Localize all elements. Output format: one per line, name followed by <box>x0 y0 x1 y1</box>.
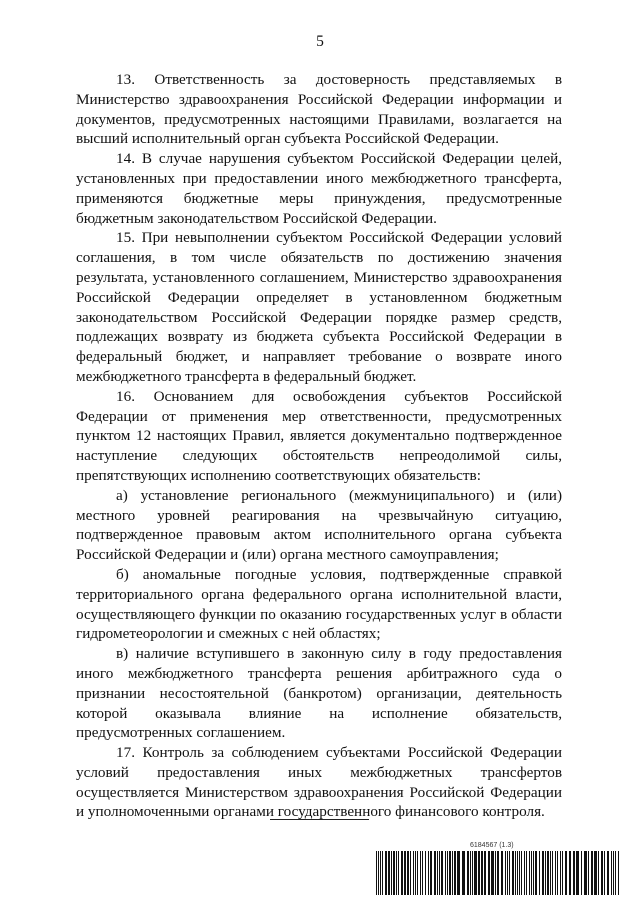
barcode-bar <box>515 851 516 895</box>
paragraph-13: 13. Ответственность за достоверность представляемых в Министерство здравоохранения Российской Федерации информации и документов, предусмотренных настоящими Правилами, возлагается на высший исполнительный орган субъекта Российской Федерации. <box>76 71 562 148</box>
barcode-bar <box>531 851 532 895</box>
barcode-bar <box>457 851 460 895</box>
barcode-bar <box>517 851 518 895</box>
barcode-bar <box>454 851 456 895</box>
barcode-bar <box>557 851 558 895</box>
barcode-bar <box>401 851 403 895</box>
paragraph-17: 17. Контроль за соблюдением субъектами Российской Федерации условий предоставления иных межбюджетных трансфертов осуществляется Министерством здравоохранения Российской Федерации и уполномоченными органами государственного финансового контроля. <box>76 744 562 821</box>
barcode-bar <box>573 851 575 895</box>
barcode-bar <box>581 851 582 895</box>
barcode-bar <box>539 851 540 895</box>
paragraph-16-b: б) аномальные погодные условия, подтвержденные справкой территориального органа федерального органа исполнительной власти, осуществляющего функции по оказанию государственных услуг в области гидрометеорологии и смежных с ней областях; <box>76 565 562 643</box>
barcode-bar <box>611 851 612 895</box>
barcode-bar <box>484 851 486 895</box>
barcode-bar <box>584 851 587 895</box>
barcode-bar <box>505 851 506 895</box>
barcode-bar <box>509 851 510 895</box>
barcode-bar <box>594 851 597 895</box>
barcode-bar <box>607 851 609 895</box>
barcode-bar <box>618 851 619 895</box>
barcode-bar <box>388 851 390 895</box>
barcode-bar <box>495 851 496 895</box>
barcode-bar <box>615 851 616 895</box>
body-text <box>76 70 562 822</box>
barcode-bar <box>449 851 451 895</box>
barcode-bar <box>524 851 525 895</box>
barcode-bar <box>462 851 465 895</box>
barcode-bar <box>437 851 438 895</box>
barcode-bar <box>519 851 520 895</box>
barcode-bar <box>404 851 406 895</box>
barcode-bar <box>613 851 614 895</box>
barcode-bar <box>488 851 490 895</box>
barcode-bar <box>547 851 549 895</box>
barcode-bar <box>407 851 409 895</box>
barcode-bar <box>393 851 395 895</box>
barcode-bar <box>398 851 399 895</box>
barcode-bar <box>445 851 446 895</box>
barcode-bar <box>428 851 429 895</box>
barcode-bar <box>385 851 387 895</box>
barcode-bar <box>417 851 418 895</box>
barcode-bar <box>598 851 599 895</box>
barcode-bar <box>481 851 483 895</box>
barcode-bar <box>529 851 530 895</box>
barcode-bar <box>478 851 480 895</box>
barcode-bar <box>562 851 563 895</box>
barcode-bar <box>378 851 379 895</box>
barcode-bar <box>555 851 556 895</box>
paragraph-15: 15. При невыполнении субъектом Российской Федерации условий соглашения, в том числе обязательств по достижению значения результата, установленного соглашением, Министерство здравоохранения Российской Федерации определяет в установленном бюджетным законодательством Российской Федерации порядке размер средств, подлежащих возврату из бюджета субъекта Российской Федерации в федеральный бюджет, и направляет требование о возврате иного межбюджетного трансферта в федеральный бюджет. <box>76 229 562 385</box>
barcode-bar <box>413 851 414 895</box>
barcode-bar <box>470 851 471 895</box>
barcode-bar <box>396 851 397 895</box>
barcode-bar <box>542 851 544 895</box>
barcode-bar <box>441 851 443 895</box>
barcode-bar <box>591 851 593 895</box>
barcode-bar <box>467 851 469 895</box>
barcode-bar <box>434 851 436 895</box>
barcode-bar <box>521 851 522 895</box>
barcode-bar <box>560 851 561 895</box>
barcode-bar <box>422 851 423 895</box>
barcode-bar <box>447 851 448 895</box>
barcode-bar <box>601 851 603 895</box>
barcode-bar <box>550 851 551 895</box>
barcode-bar <box>552 851 553 895</box>
barcode-bar <box>410 851 411 895</box>
barcode-bar <box>376 851 377 895</box>
barcode-bar <box>526 851 527 895</box>
paragraph-16-c: в) наличие вступившего в законную силу в году предоставления иного межбюджетного трансферта решения арбитражного суда о признании несостоятельной (банкротом) организации, деятельность которой оказывала влияние на исполнение обязательств, предусмотренных соглашением. <box>76 645 562 742</box>
barcode-bar <box>604 851 605 895</box>
barcode-bar <box>533 851 534 895</box>
barcode-bar <box>439 851 440 895</box>
paragraph-14: 14. В случае нарушения субъектом Российской Федерации целей, установленных при предоставлении иного межбюджетного трансферта, применяются бюджетные меры принуждения, предусмотренные бюджетным законодательством Российской Федерации. <box>76 150 562 227</box>
paragraph-16: 16. Основанием для освобождения субъектов Российской Федерации от применения мер ответственности, предусмотренных пунктом 12 настоящих Правил, является документально подтвержденное наступление следующих обстоятельств непреодолимой силы, препятствующих исполнению соответствующих обязательств: <box>76 387 562 484</box>
barcode-bar <box>382 851 383 895</box>
barcode-bar <box>512 851 514 895</box>
barcode-bar <box>380 851 381 895</box>
barcode-bar <box>391 851 392 895</box>
barcode-bar <box>569 851 571 895</box>
barcode-bar <box>576 851 579 895</box>
barcode-bar <box>474 851 477 895</box>
barcode-bar <box>565 851 567 895</box>
barcode-bar <box>497 851 499 895</box>
barcode-icon <box>374 851 624 895</box>
barcode-bar <box>491 851 494 895</box>
barcode-bar <box>430 851 432 895</box>
barcode-bar <box>507 851 508 895</box>
document-code: 6184567 (1.3) <box>470 842 514 849</box>
barcode-bar <box>501 851 503 895</box>
barcode-bar <box>415 851 416 895</box>
page-number: 5 <box>316 33 324 50</box>
barcode-bar <box>545 851 546 895</box>
paragraph-16-a: а) установление регионального (межмуниципального) и (или) местного уровней реагирования на чрезвычайную ситуацию, подтвержденное правовым актом исполнительного органа субъекта Российской Федерации и (или) органа местного самоуправления; <box>76 486 562 564</box>
barcode-bar <box>425 851 426 895</box>
footer-divider <box>270 819 369 820</box>
barcode-bar <box>588 851 589 895</box>
barcode-bar <box>472 851 473 895</box>
barcode-bar <box>535 851 537 895</box>
barcode-bar <box>420 851 421 895</box>
barcode-bar <box>452 851 453 895</box>
